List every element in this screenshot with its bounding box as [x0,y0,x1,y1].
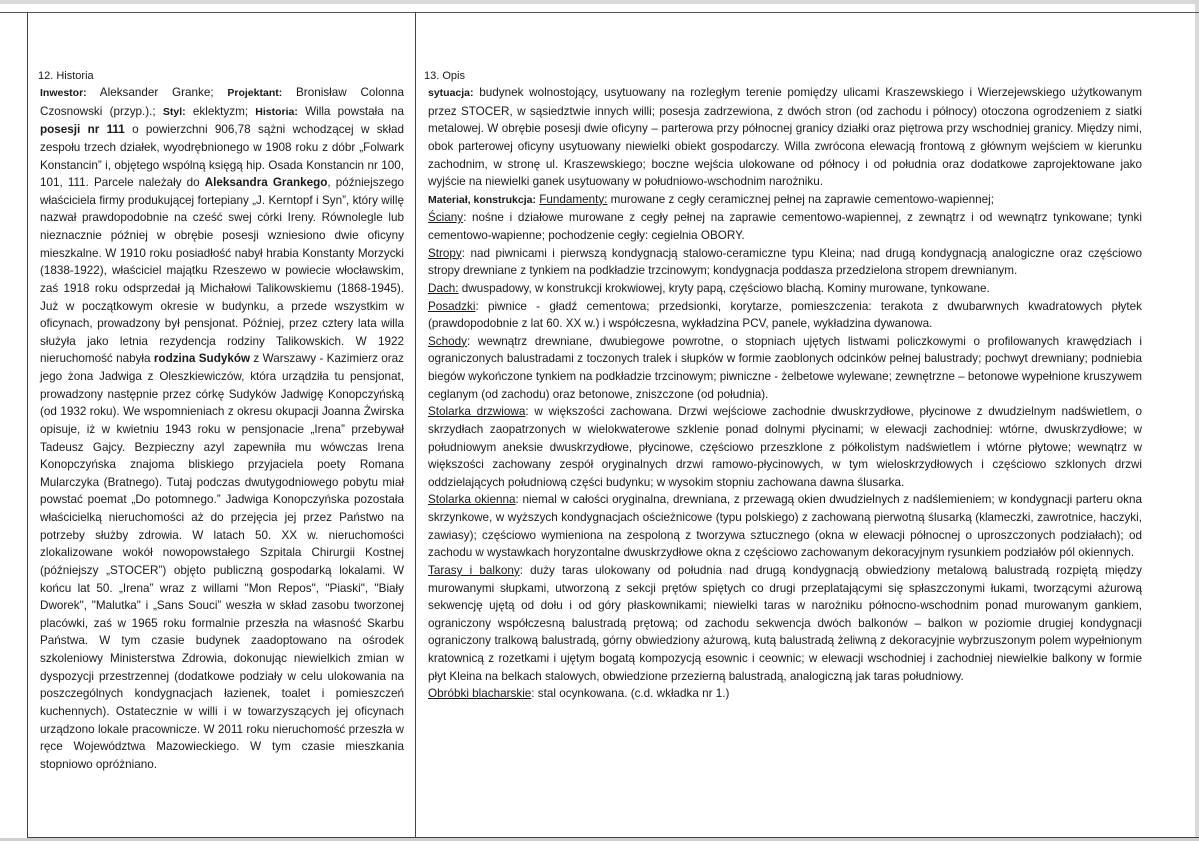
plot-number: posesji nr 111 [40,123,125,137]
foundations-paragraph [424,191,1142,210]
history-section [36,68,404,773]
ceilings-text: : nad piwnicami i pierwszą kondygnacją stalowo-ceramiczne typu Kleina; nad drugą kondygnacją analogiczne oraz częściowo stropy drewniane z tynkiem na podkładzie trzcinowym; kondygnacja poddasza przedzielona stropem drewnianym. [428,246,1142,278]
investor-value: Aleksander Granke; [86,86,228,99]
flashing-label: Obróbki blacharskie [428,687,532,701]
frame-rule-left [27,12,28,838]
history-text-3: , późniejszego właściciela firmy produkującej fortepiany „J. Kerntopf i Syn”, który willę nazwał prawdopodobnie na cześć swej córki Ireny. Równolegle lub nieznacznie później w obrębie posesji wzniesiono dwie oficyny mieszkalne. W 1910 roku posiadłość nabył hrabia Konstanty Morzycki (1838-1922), właściciel majątku Rzeszewo w powiecie włocławskim, zaś 1918 roku odsprzedał ją Michałowi Talikowskiemu (1868-1945). Już w początkowym okresie w budynku, a przede wszystkim w oficynach, prowadzony był pensjonat. Później, przez cztery lata willa służyła jako letnia rezydencja rodziny Talikowskich. W 1922 nieruchomość nabyła [40,176,404,366]
column-divider [415,12,416,838]
walls-label: Ściany [428,211,464,225]
sudyk-family: rodzina Sudyków [153,352,251,366]
designer-label: Projektant: [227,87,283,99]
history-text-4: z Warszawy - Kazimierz oraz jego żona Jadwiga z Oleszkiewiczów, która urządziła tu pensjonat, prowadzony następnie przez córkę Sudyków Jadwigę Konopczyńską (od 1932 roku). We wspomnieniach z okresu okupacji Joanna Żwirska opisuje, iż w kwietniu 1943 roku w pensjonacie „Irena” przebywał Tadeusz Gajcy. Bezpieczny azyl zapewniła mu wówczas Irena Konopczyńska znajoma bliskiego przyjaciela poety Romana Mularczyka (Bratnego). Tutaj podczas dwutygodniowego pobytu miał powstać poemat „Do potomnego.” Jadwiga Konopczyńska pozostała właścicielką nieruchomości aż do przejęcia jej przez Państwo na potrzeby służby zdrowia. W latach 50. XX w. nieruchomości zlokalizowane wokół nowopowstałego Szpitala Chirurgii Kostnej (późniejszy „STOCER”) objęto publiczną gospodarką lokalami. W końcu lat 50. „Irena” wraz z willami "Mon Repos", "Piaski", "Biały Dworek", "Malutka" i „Sans Souci” weszła w skład zasobu tworzonej placówki, zaś w 1965 roku formalnie przeszła na własność Skarbu Państwa. W tym czasie budynek zaadoptowano na ośrodek szkoleniowy Ministerstwa Zdrowia, dokonując niewielkich zmian w dyspozycji przestrzennej (dodatkowe podziały w celu ulokowania na poszczególnych kondygnacjach łazienek, toalet i pomieszczeń kuchennych). Ostatecznie w willi i w towarzyszących jej oficynach urządzono lokale pracownicze. W 2011 roku nieruchomość przeszła w ręce Województwa Mazowieckiego. W tym czasie mieszkania stopniowo opróżniano. [40,352,404,771]
terraces-paragraph [424,562,1142,685]
history-heading: 12. Historia [38,70,94,82]
stairs-label: Schody [428,334,467,348]
history-paragraph [36,84,404,773]
situation-label: sytuacja: [428,87,474,99]
foundations-text: murowane z cegły ceramicznej pełnej na zaprawie cementowo-wapiennej; [607,192,994,206]
situation-paragraph [424,84,1142,191]
floors-text: : piwnice - gładź cementowa; przedsionki, korytarze, pomieszczenia: terakota z dwubarwnych kwadratowych płytek (prawdopodobnie z lat 60. XX w.) i współczesna, wykładzina PCV, panele, wykładzina dywanowa. [428,299,1142,331]
scan-edge-right [1195,0,1199,841]
doors-label: Stolarka drzwiowa [428,405,526,419]
terraces-text: : duży taras ulokowany od południa nad drugą kondygnacją obwiedziony metalową balustradą rozpiętą między murowanymi słupkami, utworzoną z sekcji prętów spiętych co drugi przeplatającymi się spłaszczonymi łukami, tworzącymi ażurową sekwencję ujętą od dołu i od góry płaskownikami; niewielki taras w narożniku północno-wschodnim ponad murowanym gankiem, ograniczony współczesną balustradą prętową; od zachodu sekwencja dwóch balkonów – balkon w poziomie drugiej kondygnacji ograniczony tralkową balustradą, górny obwiedziony ażurową, kutą balustradą żeliwną z dekoracyjnie wybrzuszonym polem wypełnionym kratownicą z rozetkami i ujętym bogatą kompozycją esownic i ceownic; w elewacji wschodniej i zachodniej niewielkie balkony w formie płyt Kleina na belkach stalowych, obwiedzione przezierną balustradą, analogiczną jak taras południowy. [428,563,1142,683]
doors-paragraph [424,403,1142,491]
style-value: eklektyzm; [185,104,256,118]
walls-paragraph [424,209,1142,244]
material-label: Materiał, konstrukcja: [428,193,536,206]
ceilings-label: Stropy [428,246,462,260]
style-label: Styl: [162,105,186,118]
frame-rule-bottom [27,837,1199,838]
history-text-1: Willa powstała na [297,104,404,118]
windows-paragraph [424,491,1142,562]
frame-rule-top [0,12,1199,13]
foundations-label: Fundamenty: [539,192,608,206]
floors-label: Posadzki [428,299,476,313]
scan-edge-top [0,0,1199,4]
walls-text: : nośne i działowe murowane z cegły pełnej na zaprawie cementowo-wapiennej, z zewnątrz i od wewnątrz tynkowane; tynki cementowo-wapienne; pochodzenie cegły: cegielnia OBORY. [428,211,1142,242]
terraces-label: Tarasy i balkony [428,563,520,577]
flashing-paragraph [424,685,1142,703]
investor-label: Inwestor: [40,87,87,99]
doors-text: : w większości zachowana. Drzwi wejściowe zachodnie dwuskrzydłowe, płycinowe z dwudzielnym nadświetlem, o skrzydłach zaopatrzonych w wielokwaterowe szklenie ponad dolnymi płycinami; w elewacji zachodniej: wtórne, dwuskrzydłowe; w południowym aneksie dwuskrzydłowe, płycinowe, częściowo przeszklone z półkolistym nadświetlem i wtórne płytowe; wewnątrz w większości zachowany zespół oryginalnych drzwi ramowo-płycinowych, w tym wieloskrzydłowych i częściowo szklonych drzwi oddzielających południową części budynku; w wysokim stopniu zachowana dawna ślusarka. [428,405,1142,489]
history-label: Historia: [255,105,298,118]
flashing-text: : stal ocynkowana. (c.d. wkładka nr 1.) [531,687,730,701]
description-heading: 13. Opis [424,70,465,82]
roof-paragraph [424,280,1142,298]
granke-name: Aleksandra Grankego [204,176,328,190]
ceilings-paragraph [424,245,1142,280]
stairs-paragraph [424,333,1142,404]
situation-text: budynek wolnostojący, usytuowany na rozległym terenie pomiędzy ulicami Kraszewskiego i Wierzejewskiego użytkowanym przez STOCER, w sąsiedztwie innych willi; posesja zadrzewiona, z dwóch stron (od zachodu i północy) otoczona ogrodzeniem z siatki metalowej. W obrębie posesji dwie oficyny – parterowa przy północnej granicy działki oraz piętrowa przy wschodniej granicy. Między nimi, obok parterowej oficyny usytuowany niewielki obiekt gospodarczy. Willa zwrócona elewacją frontową z głównym wejściem w kierunku zachodnim, w stronę ul. Kraszewskiego; boczne wejścia ulokowane od północy i od południa oraz dodatkowe zaprojektowane jako wyjście na niewielki ganek usytuowany w południowo-wschodnim narożniku. [428,86,1142,189]
floors-paragraph [424,298,1142,333]
stairs-text: : wewnątrz drewniane, dwubiegowe powrotne, o stopniach ujętych listwami policzkowymi o profilowanych krawędziach i ograniczonych balustradami z toczonych tralek i słupków w formie zaoblonych odcinków pełnej balustrady; pochwyt drewniany; podniebia biegów wykończone tynkiem na podkładzie trzcinowym; piwniczne - żelbetowe wylewane; zewnętrzne – betonowe wypełnione kruszywem ceglanym (od zachodu) oraz betonowe, zniszczone (od południa). [428,334,1142,401]
designer-value: Bronisław Colonna Czosnowski (przyp.).; [40,86,404,118]
history-text-2: o powierzchni 906,78 sążni wchodzącej w skład zespołu trzech działek, wyodrębnionego w 1908 roku z dóbr „Folwark Konstancin” i, objętego wspólną księgą hip. Osada Konstancin nr 100, 101, 111. Parcele należały do [40,123,404,190]
windows-text: : niemal w całości oryginalna, drewniana, z przewagą okien dwudzielnych z nadślemieniem; w kondygnacji parteru okna skrzynkowe, w wyższych kondygnacjach ościeżnicowe (typu polskiego) z zachowaną pierwotną ślusarką (klameczki, zawrotnice, haczyki, zawiasy); częściowo wymieniona na zespoloną z tworzywa sztucznego (okna w elewacji północnej o uproszczonych podziałach); od zachodu w wystawkach horyzontalne dwuskrzydłowe okna z częściowo zachowanym dekoracyjnym rysunkiem podziałów pól okiennych. [428,493,1142,560]
windows-label: Stolarka okienna [428,493,516,507]
roof-text: dwuspadowy, w konstrukcji krokwiowej, kryty papą, częściowo blachą. Kominy murowane, tynkowane. [458,281,990,295]
roof-label: Dach: [428,281,459,295]
description-section [424,68,1142,703]
